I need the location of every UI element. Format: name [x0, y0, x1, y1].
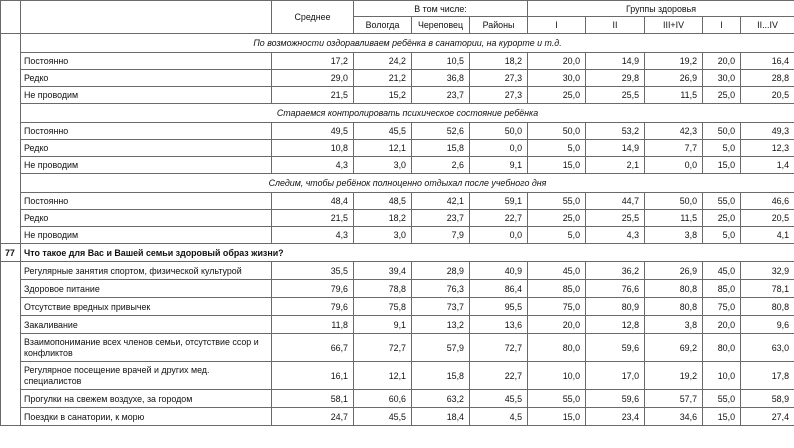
table-row	[1, 390, 794, 408]
value-cell: 66,7	[272, 334, 354, 362]
table-row	[1, 408, 794, 426]
value-cell: 78,1	[741, 280, 794, 298]
value-cell: 5,0	[703, 227, 741, 244]
value-cell: 15,8	[412, 140, 470, 157]
value-cell: 45,5	[470, 390, 528, 408]
table-row	[1, 362, 794, 390]
header-average: Среднее	[272, 1, 354, 34]
value-cell: 40,9	[470, 262, 528, 280]
value-cell: 36,2	[586, 262, 645, 280]
table-row	[1, 87, 794, 104]
value-cell: 0,0	[470, 227, 528, 244]
question-row	[1, 244, 794, 262]
value-cell: 29,0	[272, 70, 354, 87]
value-cell: 75,0	[528, 298, 586, 316]
table-row	[1, 210, 794, 227]
value-cell: 3,8	[645, 316, 703, 334]
table-row	[1, 140, 794, 157]
value-cell: 25,5	[586, 87, 645, 104]
row-label: Постоянно	[21, 193, 272, 210]
section-header-row	[1, 104, 794, 123]
value-cell: 80,8	[741, 298, 794, 316]
value-cell: 46,6	[741, 193, 794, 210]
value-cell: 13,2	[412, 316, 470, 334]
value-cell: 17,0	[586, 362, 645, 390]
value-cell: 27,3	[470, 87, 528, 104]
value-cell: 24,2	[354, 53, 412, 70]
value-cell: 60,6	[354, 390, 412, 408]
section-header-row	[1, 34, 794, 53]
value-cell: 16,4	[741, 53, 794, 70]
value-cell: 5,0	[528, 140, 586, 157]
value-cell: 0,0	[470, 140, 528, 157]
table-row	[1, 123, 794, 140]
value-cell: 12,3	[741, 140, 794, 157]
value-cell: 59,1	[470, 193, 528, 210]
row-label: Регулярное посещение врачей и других мед. специалистов	[21, 362, 272, 390]
value-cell: 3,0	[354, 157, 412, 174]
value-cell: 86,4	[470, 280, 528, 298]
value-cell: 17,8	[741, 362, 794, 390]
value-cell: 18,4	[412, 408, 470, 426]
row-label: Не проводим	[21, 87, 272, 104]
value-cell: 58,1	[272, 390, 354, 408]
question-number-cell	[1, 262, 21, 426]
value-cell: 44,7	[586, 193, 645, 210]
value-cell: 22,7	[470, 362, 528, 390]
value-cell: 4,1	[741, 227, 794, 244]
value-cell: 30,0	[528, 70, 586, 87]
value-cell: 19,2	[645, 53, 703, 70]
value-cell: 78,8	[354, 280, 412, 298]
table-row	[1, 298, 794, 316]
value-cell: 55,0	[528, 193, 586, 210]
value-cell: 9,6	[741, 316, 794, 334]
value-cell: 80,8	[645, 280, 703, 298]
table-row	[1, 280, 794, 298]
value-cell: 73,7	[412, 298, 470, 316]
value-cell: 20,5	[741, 87, 794, 104]
value-cell: 36,8	[412, 70, 470, 87]
value-cell: 58,9	[741, 390, 794, 408]
value-cell: 11,8	[272, 316, 354, 334]
row-label: Закаливание	[21, 316, 272, 334]
value-cell: 13,6	[470, 316, 528, 334]
value-cell: 28,8	[741, 70, 794, 87]
row-label: Отсутствие вредных привычек	[21, 298, 272, 316]
value-cell: 27,3	[470, 70, 528, 87]
value-cell: 21,5	[272, 87, 354, 104]
value-cell: 15,0	[703, 408, 741, 426]
row-label: Редко	[21, 210, 272, 227]
value-cell: 3,0	[354, 227, 412, 244]
value-cell: 18,2	[470, 53, 528, 70]
value-cell: 12,1	[354, 362, 412, 390]
value-cell: 3,8	[645, 227, 703, 244]
value-cell: 20,5	[741, 210, 794, 227]
row-label: Постоянно	[21, 123, 272, 140]
value-cell: 80,0	[528, 334, 586, 362]
value-cell: 85,0	[528, 280, 586, 298]
value-cell: 23,4	[586, 408, 645, 426]
value-cell: 35,5	[272, 262, 354, 280]
value-cell: 9,1	[470, 157, 528, 174]
value-cell: 75,8	[354, 298, 412, 316]
section-number-cell	[1, 34, 21, 244]
table-row	[1, 193, 794, 210]
value-cell: 10,8	[272, 140, 354, 157]
value-cell: 5,0	[703, 140, 741, 157]
value-cell: 42,1	[412, 193, 470, 210]
value-cell: 11,5	[645, 210, 703, 227]
value-cell: 4,3	[272, 227, 354, 244]
value-cell: 9,1	[354, 316, 412, 334]
row-label: Здоровое питание	[21, 280, 272, 298]
value-cell: 1,4	[741, 157, 794, 174]
value-cell: 55,0	[703, 390, 741, 408]
value-cell: 12,1	[354, 140, 412, 157]
value-cell: 25,0	[528, 210, 586, 227]
value-cell: 55,0	[703, 193, 741, 210]
row-label: Взаимопонимание всех членов семьи, отсутствие ссор и конфликтов	[21, 334, 272, 362]
value-cell: 45,5	[354, 123, 412, 140]
value-cell: 10,0	[528, 362, 586, 390]
table-row	[1, 316, 794, 334]
value-cell: 27,4	[741, 408, 794, 426]
header-districts: Районы	[470, 17, 528, 34]
value-cell: 20,0	[703, 53, 741, 70]
value-cell: 21,5	[272, 210, 354, 227]
value-cell: 4,3	[272, 157, 354, 174]
value-cell: 50,0	[470, 123, 528, 140]
value-cell: 15,0	[528, 157, 586, 174]
row-label: Постоянно	[21, 53, 272, 70]
value-cell: 10,5	[412, 53, 470, 70]
value-cell: 18,2	[354, 210, 412, 227]
value-cell: 24,7	[272, 408, 354, 426]
value-cell: 15,2	[354, 87, 412, 104]
value-cell: 20,0	[528, 53, 586, 70]
value-cell: 75,0	[703, 298, 741, 316]
value-cell: 23,7	[412, 87, 470, 104]
value-cell: 25,0	[528, 87, 586, 104]
value-cell: 5,0	[528, 227, 586, 244]
value-cell: 22,7	[470, 210, 528, 227]
row-label: Не проводим	[21, 157, 272, 174]
header-cherepovets: Череповец	[412, 17, 470, 34]
section-header-row	[1, 174, 794, 193]
row-label: Редко	[21, 70, 272, 87]
value-cell: 76,3	[412, 280, 470, 298]
header-vologda: Вологда	[354, 17, 412, 34]
value-cell: 49,3	[741, 123, 794, 140]
value-cell: 63,2	[412, 390, 470, 408]
value-cell: 4,5	[470, 408, 528, 426]
value-cell: 57,9	[412, 334, 470, 362]
value-cell: 12,8	[586, 316, 645, 334]
value-cell: 45,0	[528, 262, 586, 280]
value-cell: 45,5	[354, 408, 412, 426]
value-cell: 45,0	[703, 262, 741, 280]
value-cell: 26,9	[645, 70, 703, 87]
section-title: Следим, чтобы ребёнок полноценно отдыхал после учебного дня	[21, 174, 794, 193]
value-cell: 80,0	[703, 334, 741, 362]
table-row	[1, 53, 794, 70]
header-group-iii-iv: III+IV	[645, 17, 703, 34]
value-cell: 28,9	[412, 262, 470, 280]
value-cell: 19,2	[645, 362, 703, 390]
question-number: 77	[1, 244, 21, 262]
header-group-ii-iv: II...IV	[741, 17, 794, 34]
value-cell: 72,7	[354, 334, 412, 362]
value-cell: 80,8	[645, 298, 703, 316]
value-cell: 49,5	[272, 123, 354, 140]
row-label: Прогулки на свежем воздухе, за городом	[21, 390, 272, 408]
value-cell: 32,9	[741, 262, 794, 280]
value-cell: 20,0	[703, 316, 741, 334]
value-cell: 50,0	[528, 123, 586, 140]
row-label: Не проводим	[21, 227, 272, 244]
value-cell: 79,6	[272, 298, 354, 316]
value-cell: 14,9	[586, 140, 645, 157]
value-cell: 14,9	[586, 53, 645, 70]
value-cell: 59,6	[586, 390, 645, 408]
value-cell: 52,6	[412, 123, 470, 140]
value-cell: 11,5	[645, 87, 703, 104]
table-row	[1, 70, 794, 87]
value-cell: 30,0	[703, 70, 741, 87]
header-including: В том числе:	[354, 1, 528, 17]
value-cell: 15,0	[703, 157, 741, 174]
value-cell: 25,0	[703, 210, 741, 227]
value-cell: 39,4	[354, 262, 412, 280]
header-blank-num	[1, 1, 21, 34]
table-row	[1, 157, 794, 174]
value-cell: 57,7	[645, 390, 703, 408]
value-cell: 95,5	[470, 298, 528, 316]
value-cell: 23,7	[412, 210, 470, 227]
value-cell: 15,8	[412, 362, 470, 390]
value-cell: 69,2	[645, 334, 703, 362]
value-cell: 0,0	[645, 157, 703, 174]
value-cell: 85,0	[703, 280, 741, 298]
header-group-i-b: I	[703, 17, 741, 34]
value-cell: 25,0	[703, 87, 741, 104]
value-cell: 29,8	[586, 70, 645, 87]
value-cell: 4,3	[586, 227, 645, 244]
value-cell: 59,6	[586, 334, 645, 362]
value-cell: 26,9	[645, 262, 703, 280]
value-cell: 20,0	[528, 316, 586, 334]
question-text: Что такое для Вас и Вашей семьи здоровый образ жизни?	[21, 244, 794, 262]
value-cell: 15,0	[528, 408, 586, 426]
header-health-groups: Группы здоровья	[528, 1, 794, 17]
table-row	[1, 262, 794, 280]
row-label: Редко	[21, 140, 272, 157]
value-cell: 55,0	[528, 390, 586, 408]
value-cell: 76,6	[586, 280, 645, 298]
value-cell: 16,1	[272, 362, 354, 390]
value-cell: 7,9	[412, 227, 470, 244]
value-cell: 80,9	[586, 298, 645, 316]
value-cell: 79,6	[272, 280, 354, 298]
table-row	[1, 334, 794, 362]
value-cell: 63,0	[741, 334, 794, 362]
value-cell: 72,7	[470, 334, 528, 362]
value-cell: 48,5	[354, 193, 412, 210]
section-title: По возможности оздоравливаем ребёнка в санатории, на курорте и т.д.	[21, 34, 794, 53]
header-group-i: I	[528, 17, 586, 34]
row-label: Регулярные занятия спортом, физической культурой	[21, 262, 272, 280]
value-cell: 34,6	[645, 408, 703, 426]
value-cell: 21,2	[354, 70, 412, 87]
value-cell: 53,2	[586, 123, 645, 140]
value-cell: 17,2	[272, 53, 354, 70]
table-row	[1, 227, 794, 244]
value-cell: 25,5	[586, 210, 645, 227]
value-cell: 50,0	[703, 123, 741, 140]
header-group-ii: II	[586, 17, 645, 34]
row-label: Поездки в санатории, к морю	[21, 408, 272, 426]
value-cell: 10,0	[703, 362, 741, 390]
section-title: Стараемся контролировать психическое состояние ребёнка	[21, 104, 794, 123]
value-cell: 48,4	[272, 193, 354, 210]
value-cell: 42,3	[645, 123, 703, 140]
header-blank-label	[21, 1, 272, 34]
value-cell: 2,1	[586, 157, 645, 174]
value-cell: 7,7	[645, 140, 703, 157]
value-cell: 50,0	[645, 193, 703, 210]
value-cell: 2,6	[412, 157, 470, 174]
